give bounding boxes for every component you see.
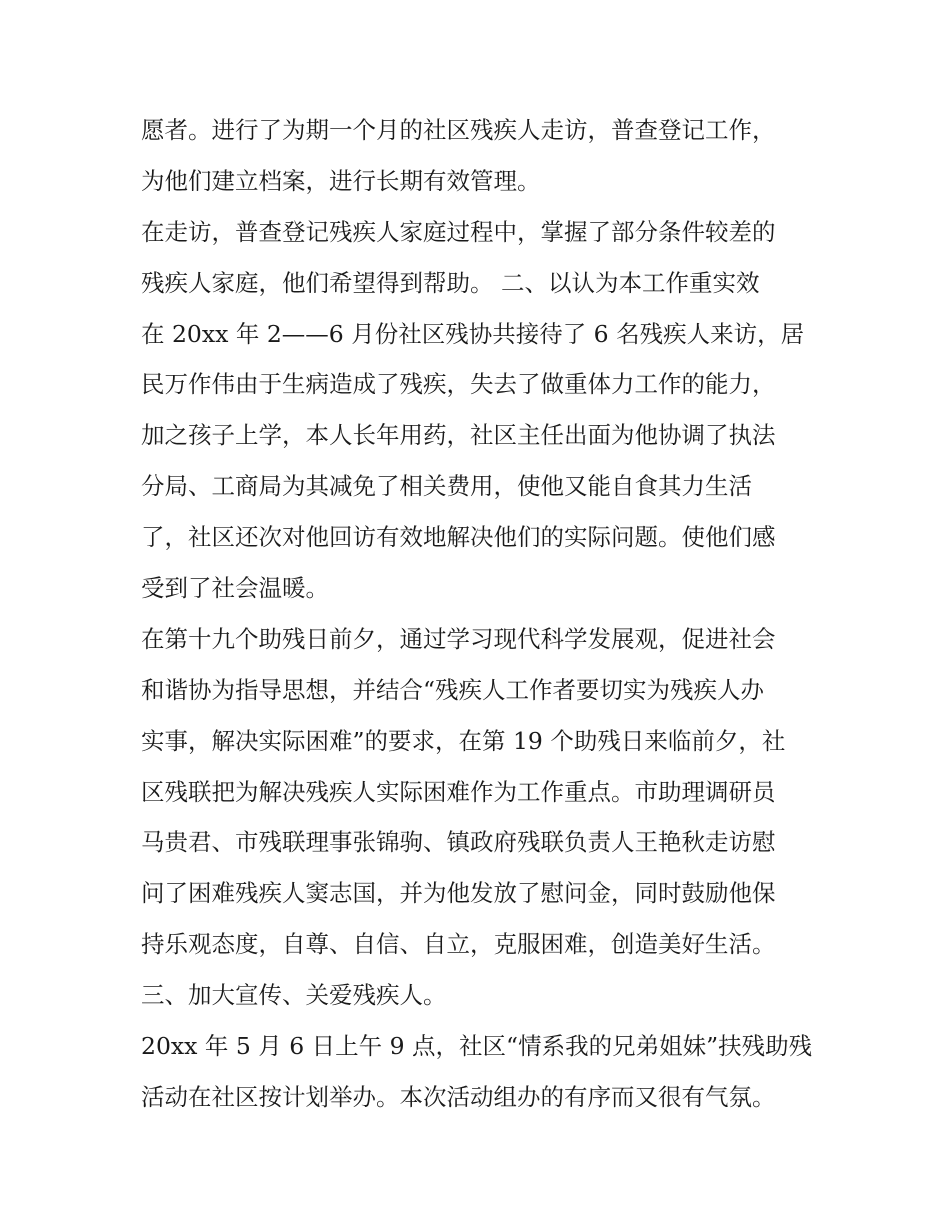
text-line: 马贵君、市残联理事张锦驹、镇政府残联负责人王艳秋走访慰	[141, 828, 776, 857]
body-text	[141, 105, 821, 1123]
text-line: 在第十九个助残日前夕，通过学习现代科学发展观，促进社会	[141, 624, 776, 653]
text-line: 受到了社会温暖。	[141, 574, 329, 603]
text-line: 愿者。进行了为期一个月的社区残疾人走访，普查登记工作，	[141, 116, 776, 144]
text-line: 问了困难残疾人窦志国，并为他发放了慰问金，同时鼓励他保	[141, 879, 776, 908]
section-heading: 三、加大宣传、关爱残疾人。	[141, 981, 447, 1010]
text-line: 民万作伟由于生病造成了残疾，失去了做重体力工作的能力，	[141, 370, 776, 399]
text-line: 和谐协为指导思想，并结合“残疾人工作者要切实为残疾人办	[141, 675, 765, 704]
text-line: 实事，解决实际困难”的要求，在第 19 个助残日来临前夕，社	[141, 726, 786, 755]
text-line: 20xx 年 5 月 6 日上午 9 点，社区“情系我的兄弟姐妹”扶残助残	[141, 1032, 813, 1061]
text-line: 残疾人家庭，他们希望得到帮助。 二、以认为本工作重实效	[141, 268, 760, 297]
text-line: 了，社区还次对他回访有效地解决他们的实际问题。使他们感	[141, 523, 776, 552]
text-line: 分局、工商局为其减免了相关费用，使他又能自食其力生活	[141, 472, 752, 501]
text-line: 持乐观态度，自尊、自信、自立，克服困难，创造美好生活。	[141, 930, 776, 959]
text-line: 在走访，普查登记残疾人家庭过程中，掌握了部分条件较差的	[141, 217, 776, 246]
text-line: 区残联把为解决残疾人实际困难作为工作重点。市助理调研员	[141, 777, 776, 806]
text-line: 为他们建立档案，进行长期有效管理。	[141, 166, 541, 195]
text-line: 在 20xx 年 2——6 月份社区残协共接待了 6 名残疾人来访，居	[141, 319, 805, 348]
text-line: 加之孩子上学，本人长年用药，社区主任出面为他协调了执法	[141, 421, 776, 450]
text-line: 活动在社区按计划举办。本次活动组办的有序而又很有气氛。	[141, 1082, 776, 1111]
